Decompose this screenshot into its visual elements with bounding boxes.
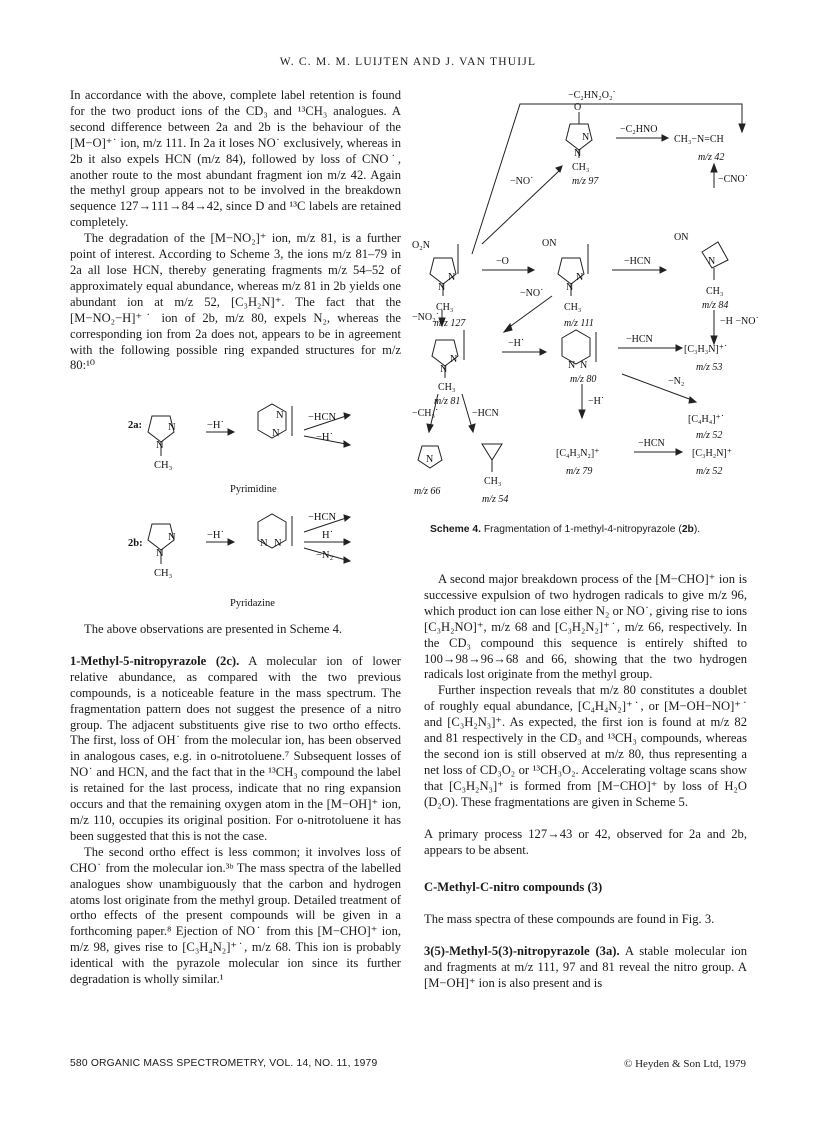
arrow-label: −HCN xyxy=(308,512,337,523)
ion-label: [C₃H₂N]⁺ xyxy=(692,448,733,459)
loss-label: −HCN xyxy=(638,438,665,449)
loss-label: −HCN xyxy=(626,334,653,345)
paragraph: A primary process 127→43 or 42, observed for 2a and 2b, appears to be absent. xyxy=(424,826,747,857)
arrow-label: −HCN xyxy=(308,412,337,423)
scheme-caption: Scheme 4. Fragmentation of 1-methyl-4-nitropyrazole (2b). xyxy=(430,524,701,535)
paragraph: A stable molecular ion and fragments at m/z 111, 97 and 81 reveal the nitro group. A [M−OH]⁺ ion is also present and is xyxy=(424,944,747,991)
ion-label: [C₃H₃N]⁺˙ xyxy=(684,344,728,355)
footer-copyright: © Heyden & Son Ltd, 1979 xyxy=(623,1058,746,1070)
left-column-lower xyxy=(70,622,401,988)
loss-label: −NO˙ xyxy=(510,176,534,187)
svg-text:N: N xyxy=(708,256,716,267)
svg-text:N: N xyxy=(272,428,280,439)
svg-text:N: N xyxy=(574,148,582,159)
svg-text:N: N xyxy=(438,282,446,293)
label-2a: 2a: xyxy=(128,420,142,431)
arrow-label: −H˙ xyxy=(207,530,225,541)
svg-text:N: N xyxy=(168,532,176,543)
loss-label: −C₂HN₂O₂˙ xyxy=(568,90,616,101)
arrow-label: −N₂ xyxy=(316,550,334,561)
svg-text:N: N xyxy=(156,440,164,451)
svg-text:N: N xyxy=(582,132,590,143)
svg-text:N: N xyxy=(568,360,576,371)
svg-text:CH₃: CH₃ xyxy=(572,162,590,173)
svg-text:m/z 42: m/z 42 xyxy=(698,152,725,163)
svg-text:N: N xyxy=(276,410,284,421)
svg-text:N: N xyxy=(168,422,176,433)
svg-text:m/z 81: m/z 81 xyxy=(434,396,461,407)
svg-text:m/z 111: m/z 111 xyxy=(564,318,594,329)
ion-label: [C₄H₄]⁺˙ xyxy=(688,414,725,425)
svg-text:CH₃: CH₃ xyxy=(564,302,582,313)
svg-text:N: N xyxy=(580,360,588,371)
svg-text:m/z 127: m/z 127 xyxy=(434,318,466,329)
arrow-label: −H˙ xyxy=(316,432,334,443)
svg-text:CH₃: CH₃ xyxy=(436,302,454,313)
svg-text:N: N xyxy=(576,272,584,283)
loss-label: −CNO˙ xyxy=(718,174,749,185)
svg-text:N: N xyxy=(440,364,448,375)
svg-text:N: N xyxy=(448,272,456,283)
svg-text:ON: ON xyxy=(674,232,689,243)
ch3-label: CH₃ xyxy=(154,460,173,471)
scheme-4-diagram xyxy=(412,84,759,514)
paragraph: Further inspection reveals that m/z 80 constitutes a doublet of roughly equal abundance, [C₄H₄N₂]⁺˙, or [M−OH−NO]⁺˙ and [C₃H₂N₃]⁺. As expected, the first ion is found at m/z 82 and 81 respectively in the CD₃ and ¹³CH₃ compounds, whereas the second ion is still observed at m/z 80, thus representing a net loss of CD₃O₂ or ¹³CH₃O₂. Accelerating voltage scans show that [C₃H₂N₃]⁺ is formed from [M−CHO]⁺ by loss of H₂O (D₂O). These fragmentations are given in Scheme 5. xyxy=(424,683,747,809)
svg-text:CH₃: CH₃ xyxy=(706,286,724,297)
paragraph: In accordance with the above, complete label retention is found for the two product ions of the CD₃ and ¹³CH₃ analogues. A second difference between 2a and 2b is the behaviour of the [M−O]⁺˙ ion, m/z 111. In 2a it loses NO˙ exclusively, whereas in 2b it also expels HCN (m/z 84), followed by loss of CNO˙, another route to the most abundant fragment ion m/z 42. Again the methyl group appears not to be involved in the breakdown sequence 127→111→84→42, since D and ¹³C labels are retained completely. xyxy=(70,88,401,230)
svg-text:N: N xyxy=(566,282,574,293)
svg-text:H˙: H˙ xyxy=(322,530,334,541)
loss-label: −HCN xyxy=(624,256,651,267)
ring-expansion-scheme xyxy=(110,396,360,616)
paragraph: The above observations are presented in Scheme 4. xyxy=(84,622,343,636)
paragraph: A second major breakdown process of the [M−CHO]⁺ ion is successive expulsion of two hydrogen radicals to give m/z 96, which product ion can lose either N₂ or NO˙, giving rise to ions [C₃H₂NO]⁺, m/z 68 and [C₃H₂N₂]⁺˙, m/z 66, respectively. In the CD₃ compound this sequence is entirely shifted to 100→98→96→68 and 66, showing that the two hydrogen radicals lost originate from the methyl group. xyxy=(424,572,747,682)
section-heading: 1-Methyl-5-nitropyrazole (2c). xyxy=(70,653,240,668)
svg-text:m/z 66: m/z 66 xyxy=(414,486,441,497)
loss-label: −H −NO˙ xyxy=(720,316,759,327)
svg-text:N: N xyxy=(156,548,164,559)
svg-text:m/z 80: m/z 80 xyxy=(570,374,597,385)
svg-text:N: N xyxy=(426,454,434,465)
arrow-label: −H˙ xyxy=(207,420,225,431)
loss-label: −N₂ xyxy=(668,376,685,387)
svg-text:N: N xyxy=(260,538,268,549)
svg-text:ON: ON xyxy=(542,238,557,249)
loss-label: −CH₃˙ xyxy=(412,408,439,419)
ch3-label: CH₃ xyxy=(154,568,173,579)
paragraph: The second ortho effect is less common; it involves loss of CHO˙ from the molecular ion.³ᵇ The mass spectra of the labelled analogues show unambiguously that the carbon and hydrogen atoms lost originate from the methyl group. Detailed treatment of ortho effects of the present compounds will be given in a forthcoming paper.⁸ Ejection of NO˙ from this [M−CHO]⁺ ion, m/z 98, gives rise to [C₃H₄N₂]⁺˙, m/z 68. This ion is probably identical with the pyrazole molecular ion since its further degradation is wholly similar.¹ xyxy=(70,844,401,987)
mz-label: m/z 97 xyxy=(572,176,599,187)
ion-label: [C₄H₃N₂]⁺ xyxy=(556,448,600,459)
svg-text:m/z 79: m/z 79 xyxy=(566,466,593,477)
loss-label: −H˙ xyxy=(508,338,525,349)
svg-text:m/z 54: m/z 54 xyxy=(482,494,509,505)
pyrimidine-label: Pyrimidine xyxy=(230,484,277,495)
svg-text:O₂N: O₂N xyxy=(412,240,430,251)
svg-text:O: O xyxy=(574,102,582,113)
loss-label: −NO˙ xyxy=(520,288,544,299)
loss-label: −NO₂˙ xyxy=(412,312,439,323)
loss-label: −O xyxy=(496,256,509,267)
svg-text:CH₃: CH₃ xyxy=(438,382,456,393)
section-heading: C-Methyl-C-nitro compounds (3) xyxy=(424,880,603,895)
paragraph: A molecular ion of lower relative abundance, as compared with the two previous compounds, is a noticeable feature in the mass spectrum. The fragmentation pattern does not suggest the presence of a nitro group. The adjacent substituents give rise to two ortho effects. The first, loss of OH˙ from the molecular ion, has been observed in analogous cases, e.g. in o-nitrotoluene.⁷ Subsequent losses of NO˙ and HCN, and the fact that in the ¹³CH₃ compound the label is retained for the last process, indicate that no ring expansion occurs and that the remaining oxygen atom in the [M−OH]⁺ ion, m/z 110, occupies its original position. For o-nitrotoluene it has been suggested that this is not the case. xyxy=(70,653,401,843)
svg-text:m/z 52: m/z 52 xyxy=(696,466,723,477)
left-column xyxy=(70,88,401,374)
svg-text:m/z 84: m/z 84 xyxy=(702,300,729,311)
paragraph: The mass spectra of these compounds are found in Fig. 3. xyxy=(424,912,715,927)
svg-text:N: N xyxy=(450,354,458,365)
section-heading: 3(5)-Methyl-5(3)-nitropyrazole (3a). xyxy=(424,944,620,959)
loss-label: −H˙ xyxy=(588,396,605,407)
svg-text:m/z 53: m/z 53 xyxy=(696,362,723,373)
pyridazine-label: Pyridazine xyxy=(230,598,275,609)
right-column xyxy=(424,572,747,992)
svg-text:N: N xyxy=(274,538,282,549)
paragraph: The degradation of the [M−NO₂]⁺ ion, m/z 81, is a further point of interest. According to Scheme 3, the ions m/z 81–79 in 2a all lose HCN, thereby generating fragments m/z 54–52 of approximately equal abundance, whereas m/z 81 in 2b yields one abundant ion at m/z 52, [C₃H₂N]⁺. The fact that the [M−NO₂−H]⁺˙ ion of 2b, m/z 80, expels N₂, whereas the corresponding ion from 2a does not, appears to be in agreement with the following possible ring expanded structures for m/z 80:¹⁰ xyxy=(70,231,401,373)
product-label: CH₃−N=CH xyxy=(674,134,724,145)
svg-text:CH₃: CH₃ xyxy=(484,476,502,487)
label-2b: 2b: xyxy=(128,538,143,549)
svg-text:m/z 52: m/z 52 xyxy=(696,430,723,441)
loss-label: −C₂HNO xyxy=(620,124,658,135)
footer-journal: 580 ORGANIC MASS SPECTROMETRY, VOL. 14, NO. 11, 1979 xyxy=(70,1058,378,1069)
running-head: W. C. M. M. LUIJTEN AND J. VAN THUIJL xyxy=(279,56,537,68)
loss-label: −HCN xyxy=(472,408,499,419)
